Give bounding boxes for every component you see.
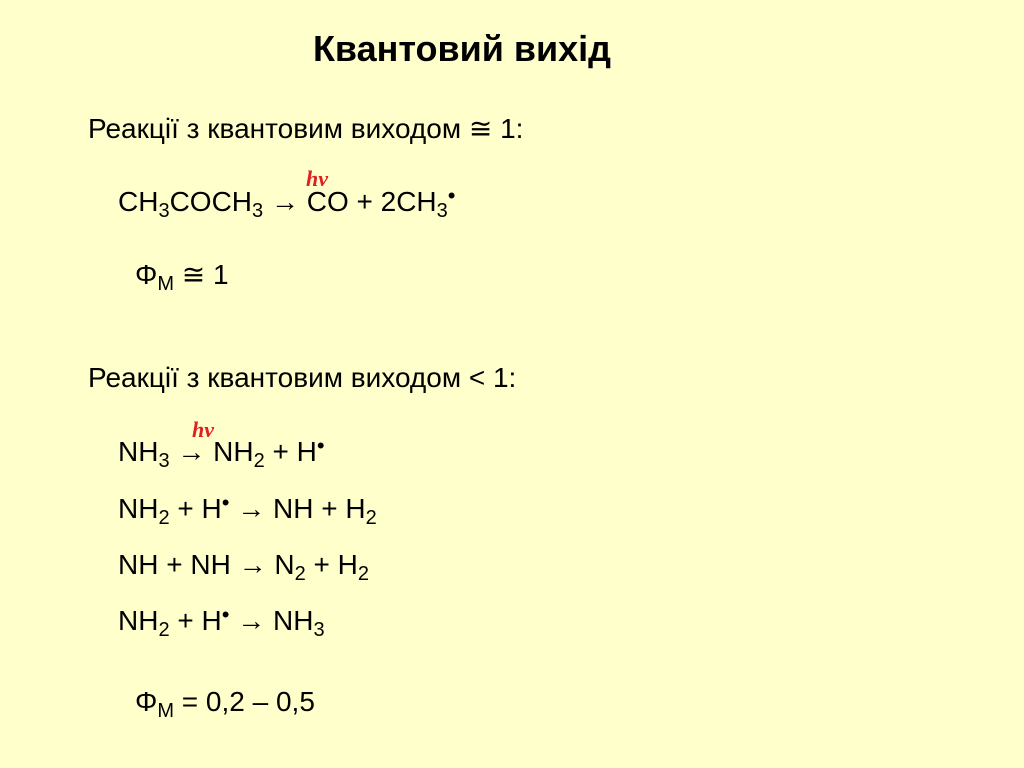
ammonia-equation-2: $NH_2 + H^•$ → NH + $H_2$	[118, 490, 377, 529]
photon-label-2: hν	[192, 417, 214, 442]
reaction-arrow: →	[270, 186, 299, 217]
ammonia-equation-4: $NH_2 + H^• \to NH_3$	[118, 602, 325, 641]
quantum-yield-2: $\Phi_M = 0,2 - 0,5$	[135, 686, 315, 722]
quantum-yield-1: $\Phi_M$ ≅ 1	[135, 259, 229, 295]
ammonia-equation-3: NH + NH → $N_2 + H_2$	[118, 549, 370, 585]
product-co: CO	[306, 186, 349, 217]
ammonia-equation-1: $NH_3 \to NH_2 + H^•$	[118, 433, 325, 472]
section2-heading: Реакції з квантовим виходом < 1:	[88, 362, 517, 393]
section1-heading: Реакції з квантовим виходом ≅ 1:	[88, 113, 524, 144]
reactant: CH	[118, 186, 159, 217]
acetone-photolysis-equation: $CH_3COCH_3$ → CO + $2CH_3^•$	[118, 183, 456, 222]
photon-label-1: hν	[306, 166, 328, 191]
product-methyl: 2CH	[380, 186, 437, 217]
slide-title: Квантовий вихід	[312, 28, 612, 69]
